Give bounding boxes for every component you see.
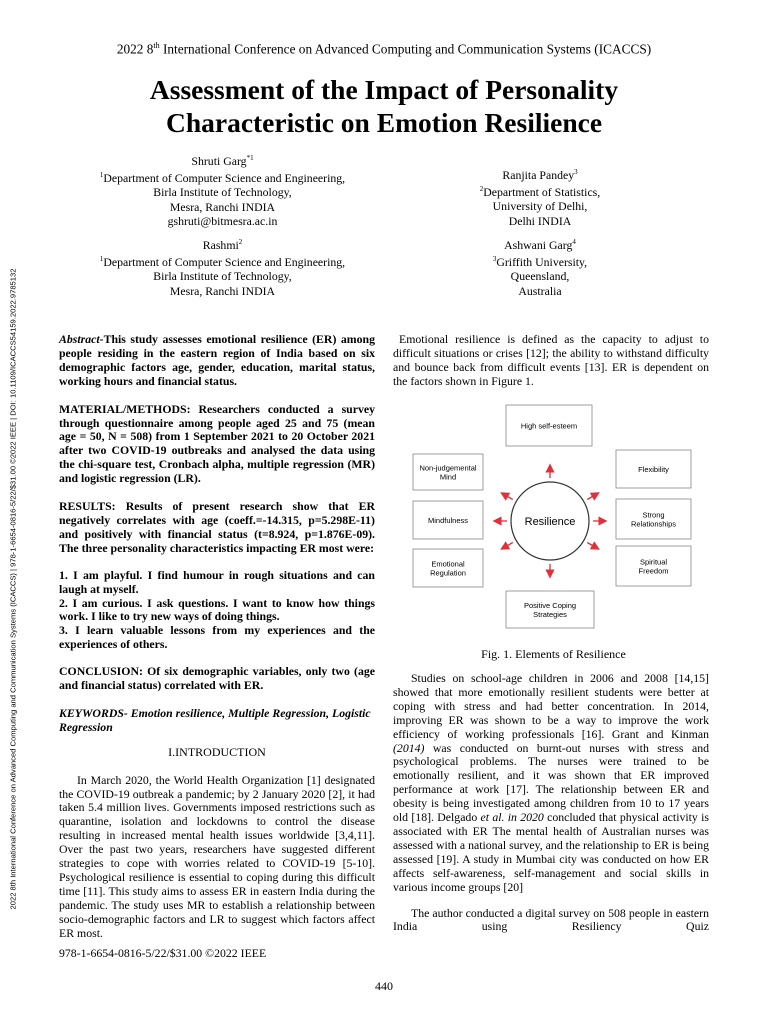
diagram-arrow bbox=[587, 543, 597, 549]
diagram-node-label: Mindfulness bbox=[427, 516, 469, 525]
right-column-bottom bbox=[393, 672, 709, 934]
title-line-2: Characteristic on Emotion Resilience bbox=[165, 107, 603, 138]
author-name: Ashwani Garg bbox=[504, 237, 573, 252]
author-sup: 2 bbox=[238, 238, 243, 246]
author-sup: 4 bbox=[572, 238, 576, 246]
characteristics-list bbox=[59, 569, 375, 652]
affiliation-line: Department of Statistics, bbox=[483, 185, 601, 200]
conference-header bbox=[0, 41, 768, 57]
diagram-node-label: High self-esteem bbox=[520, 421, 578, 431]
affiliation-line: Mesra, Ranchi INDIA bbox=[169, 283, 276, 298]
sidebar-doi bbox=[6, 208, 20, 970]
affiliation-line: University of Delhi, bbox=[492, 199, 588, 214]
affiliation-line: Queensland, bbox=[510, 269, 570, 284]
list-item: 1. I am playful. I find humour in rough situations and can laugh at myself. bbox=[59, 567, 375, 596]
para2-italic-2: et al. in 2020 bbox=[480, 810, 544, 825]
affiliation-sup: 1 bbox=[99, 171, 104, 180]
diagram-node-label: Non-judgemental Mind bbox=[419, 463, 477, 482]
author-name: Ranjita Pandey bbox=[502, 167, 575, 182]
affiliation-sup: 2 bbox=[479, 185, 484, 194]
affiliation-line: Birla Institute of Technology, bbox=[153, 269, 292, 284]
diagram-center-label: Resilience bbox=[524, 516, 576, 528]
list-item: 3. I learn valuable lessons from my experiences and the experiences of others. bbox=[59, 623, 375, 652]
resilience-diagram bbox=[408, 400, 708, 632]
left-column bbox=[59, 333, 375, 941]
diagram-node-label: Positive Coping Strategies bbox=[523, 601, 577, 619]
right-paragraph-2 bbox=[393, 672, 709, 895]
conference-sup: th bbox=[153, 41, 160, 50]
conference-rest: International Conference on Advanced Computing and Communication Systems (ICACCS) bbox=[159, 41, 652, 57]
diagram-arrow bbox=[587, 494, 597, 500]
author-block-2 bbox=[440, 165, 640, 228]
author-email: gshruti@bitmesra.ac.in bbox=[167, 214, 278, 229]
affiliation-line: Birla Institute of Technology, bbox=[153, 185, 292, 200]
right-paragraph-1: Emotional resilience is defined as the capacity to adjust to difficult situations or crises [12]; the ability to withstand difficulty and bounce back from difficult events [13]. ER is dependent on the factors shown in Figure 1. bbox=[393, 332, 709, 388]
title-line-1: Assessment of the Impact of Personality bbox=[149, 74, 619, 105]
affiliation-line: Mesra, Ranchi INDIA bbox=[169, 199, 276, 214]
abstract bbox=[59, 333, 375, 389]
copyright-line: 978-1-6654-0816-5/22/$31.00 ©2022 IEEE bbox=[59, 946, 267, 960]
author-sup: *1 bbox=[246, 154, 254, 162]
para2-a: Studies on school-age children in 2006 and 2008 [14,15] showed that more emotionally resilient students were better at coping with stress and had better concentration. In 2014, improving ER was shown to be a way to improve the work efficiency of working professionals [16]. Grant and Kinman bbox=[393, 671, 709, 741]
diagram-node-label: Strong Relationships bbox=[630, 510, 677, 529]
paper-title bbox=[60, 73, 708, 139]
right-paragraph-3: The author conducted a digital survey on 508 people in eastern India using Resiliency Quiz bbox=[393, 905, 709, 934]
figure-caption: Fig. 1. Elements of Resilience bbox=[481, 647, 626, 661]
para2-c: was conducted on burnt-out nurses with stress and psychological problems. The nurses were trained to be emotionally resilient, and it was shown that ER improved performance at work [17]. The relationship between ER and obesity is being investigated among children from 10 to 17 years old [18]. Delgado bbox=[393, 740, 709, 825]
affiliation-line: Griffith University, bbox=[496, 255, 588, 270]
diagram-node-label: Spiritual Freedom bbox=[638, 557, 669, 576]
diagram-node-label: Emotional Regulation bbox=[430, 559, 466, 578]
abstract-text: This study assesses emotional resilience (ER) among people residing in the eastern region of India based on six demographic factors age, gender, education, marital status, working hours and financial status. bbox=[59, 332, 375, 388]
abstract-methods: MATERIAL/METHODS: Researchers conducted a survey through questionnaire among people aged 25 and 75 (mean age = 50, N = 508) from 1 September 2021 to 20 October 2021 after two COVID-19 outbreaks and analysed the data using the chi-square test, Cronbach alpha, multiple regression (MR) and logistic regression (LR). bbox=[59, 401, 375, 486]
affiliation-line: Australia bbox=[518, 283, 562, 298]
author-name: Rashmi bbox=[202, 237, 239, 252]
diagram-arrow bbox=[502, 543, 512, 549]
abstract-results: RESULTS: Results of present research show that ER negatively correlates with age (coeff.=-14.315, p=5.298E-11) and positively with financial status (t=8.924, p=1.876E-09). The three personality characteristics impacting ER most were: bbox=[59, 499, 375, 555]
right-column-top bbox=[393, 333, 709, 389]
author-block-4 bbox=[440, 235, 640, 298]
author-block-1 bbox=[80, 151, 365, 228]
author-block-3 bbox=[80, 235, 365, 298]
diagram-arrow bbox=[502, 494, 512, 500]
affiliation-sup: 1 bbox=[99, 255, 104, 264]
conference-prefix: 2022 8 bbox=[116, 41, 154, 57]
list-item: 2. I am curious. I ask questions. I want to know how things work. I like to try new ways of doing things. bbox=[59, 595, 375, 624]
affiliation-line: Delhi INDIA bbox=[508, 213, 572, 228]
section-heading: I.INTRODUCTION bbox=[168, 744, 266, 759]
affiliation-sup: 3 bbox=[492, 255, 497, 264]
author-name: Shruti Garg bbox=[191, 153, 247, 168]
abstract-label: Abstract- bbox=[59, 332, 104, 346]
intro-paragraph: In March 2020, the World Health Organization [1] designated the COVID-19 outbreak a pandemic; by 2 January 2020 [2], it had taken 5.4 million lives. Governments imposed restrictions such as quarantine, isolation and lockdowns to control the disease resulting in increased mental health issues worldwide [3,4,11]. Over the past two years, researchers have suggested different strategies to cope with worries related to COVID-19 [5-10]. Psychological resilience is essential to coping during this difficult time [11]. This study aims to assess ER in eastern India during the pandemic. The study uses MR to establish a relationship between socio-demographic factors and LR to suggest which factors affect ER most. bbox=[59, 772, 375, 940]
diagram-node-label: Flexibility bbox=[638, 465, 669, 474]
author-sup: 3 bbox=[574, 168, 578, 176]
affiliation-line: Department of Computer Science and Engineering, bbox=[103, 171, 346, 186]
affiliation-line: Department of Computer Science and Engineering, bbox=[103, 255, 346, 270]
keywords: KEYWORDS- Emotion resilience, Multiple Regression, Logistic Regression bbox=[59, 705, 371, 734]
abstract-conclusion: CONCLUSION: Of six demographic variables, only two (age and financial status) correlated with ER. bbox=[59, 664, 375, 693]
sidebar-doi-text: 2022 8th International Conference on Advanced Computing and Communication Systems (ICACCS) | 978-1-6654-0816-5/22/$31.00 ©2022 IEEE | DOI: 10.1109/ICACCS54159.2022.9785132 bbox=[8, 268, 18, 910]
para2-italic-1: (2014) bbox=[393, 740, 425, 755]
page-number: 440 bbox=[375, 979, 393, 993]
para2-e: concluded that physical activity is associated with ER The mental health of Australian nurses was assessed with a national survey, and the relationship to ER is being assessed [19]. A study in Mumbai city was conducted on how ER affects self-awareness, self-management and social skills in various income groups [20] bbox=[393, 810, 709, 894]
